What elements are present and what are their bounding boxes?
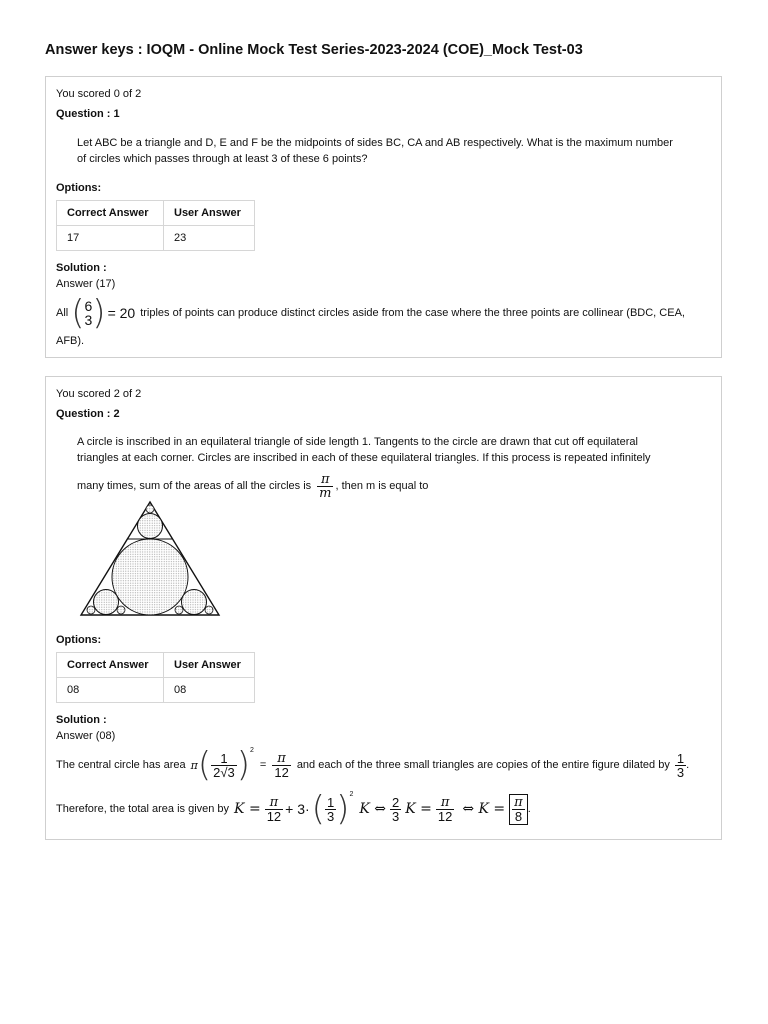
- solution-rest: triples of points can produce distinct circles aside from the case where the three points are collinear (BDC, CEA,: [140, 307, 685, 319]
- solution-label: Solution :: [56, 262, 107, 274]
- fraction-denominator: 3: [676, 764, 685, 780]
- math-k-equals: K =: [234, 801, 261, 817]
- fraction-numerator: 1: [326, 794, 335, 810]
- fraction-denominator: 3: [391, 808, 400, 824]
- fraction-numerator: 2: [391, 794, 400, 810]
- user-answer-value: 23: [164, 226, 255, 251]
- tiny-circle-top: [146, 505, 154, 513]
- question-text: [77, 135, 717, 167]
- binom-close-paren: ): [92, 293, 106, 333]
- options-label: Options:: [56, 182, 102, 194]
- tiny-circle-left: [87, 606, 95, 614]
- binom-top: 6: [84, 298, 93, 314]
- answer-table: [56, 652, 255, 703]
- fraction-numerator: π: [321, 471, 330, 487]
- top-small-circle: [138, 514, 163, 539]
- close-paren: ): [336, 789, 350, 829]
- user-answer-value: 08: [164, 678, 255, 703]
- fraction-numerator: 1: [220, 750, 228, 766]
- central-circle: [112, 539, 188, 615]
- fraction-denominator: 2√3: [213, 764, 235, 780]
- one-over-two-root-three: [211, 752, 237, 779]
- question-text-part: many times, sum of the areas of all the circles is: [77, 480, 312, 492]
- inscribed-circles-figure: [79, 498, 221, 618]
- plus-three: + 3·: [285, 801, 310, 817]
- correct-answer-value: 17: [57, 226, 164, 251]
- exponent: 2: [250, 747, 254, 754]
- pi-over-m-fraction: [317, 473, 333, 500]
- solution-word: All: [56, 307, 69, 319]
- correct-answer-value: 08: [57, 678, 164, 703]
- question-number: Question : 2: [56, 408, 120, 420]
- binom-open-paren: (: [71, 293, 85, 333]
- question-text: [77, 434, 717, 466]
- fraction-denominator: 12: [274, 764, 289, 780]
- question-card-1: [45, 76, 722, 358]
- period: .: [527, 803, 531, 815]
- question-card-2: [45, 376, 722, 840]
- pi-over-twelve: [436, 796, 454, 823]
- solution-line-1: [56, 745, 689, 785]
- answer-text: Answer (08): [56, 730, 116, 742]
- pi-symbol: π: [190, 758, 198, 772]
- user-answer-header: User Answer: [164, 201, 255, 226]
- one-third-fraction: [325, 796, 336, 823]
- solution-text: Therefore, the total area is given by: [56, 803, 230, 815]
- binom-result: = 20: [107, 305, 136, 321]
- question-text-line: A circle is inscribed in an equilateral triangle of side length 1. Tangents to the circle are drawn that cut off equilateral: [77, 436, 638, 448]
- left-small-circle: [94, 590, 119, 615]
- fraction-numerator: π: [277, 750, 286, 766]
- tiny-circle: [117, 606, 125, 614]
- solution-line-2: AFB).: [56, 335, 85, 347]
- open-paren: (: [197, 745, 212, 785]
- two-thirds-fraction: [390, 796, 401, 823]
- score-text: You scored 0 of 2: [56, 88, 142, 100]
- pi-over-eight: [512, 796, 525, 823]
- pi-over-twelve: [265, 796, 283, 823]
- solution-label: Solution :: [56, 714, 107, 726]
- open-paren: (: [311, 789, 325, 829]
- question-text-line: Let ABC be a triangle and D, E and F be the midpoints of sides BC, CA and AB respectively. What is the maximum number: [77, 137, 673, 149]
- math-k-equals: K =: [405, 801, 432, 817]
- pi-over-twelve: [272, 752, 290, 779]
- fraction-numerator: π: [514, 794, 523, 810]
- one-third-fraction: [675, 752, 686, 779]
- exponent: 2: [349, 791, 354, 798]
- equals-sign: =: [259, 759, 267, 771]
- fraction-numerator: 1: [676, 750, 685, 766]
- right-small-circle: [182, 590, 207, 615]
- tiny-circle: [175, 606, 183, 614]
- fraction-denominator: 3: [326, 808, 335, 824]
- tiny-circle-right: [205, 606, 213, 614]
- solution-line-2: [56, 789, 531, 829]
- correct-answer-header: Correct Answer: [57, 201, 164, 226]
- binomial: [85, 299, 93, 327]
- fraction-denominator: 12: [437, 808, 453, 824]
- correct-answer-header: Correct Answer: [57, 653, 164, 678]
- math-k-iff: K ⇔: [359, 801, 386, 817]
- close-paren: ): [236, 745, 250, 785]
- fraction-denominator: m: [319, 485, 332, 501]
- fraction-denominator: 8: [512, 809, 525, 823]
- answer-table: [56, 200, 255, 251]
- solution-text: and each of the three small triangles are copies of the entire figure dilated by: [296, 759, 670, 771]
- solution-text: The central circle has area: [56, 759, 186, 771]
- final-answer-box: [509, 794, 528, 825]
- score-text: You scored 2 of 2: [56, 388, 142, 400]
- solution-text: [56, 291, 685, 335]
- binom-bottom: 3: [84, 312, 93, 328]
- fraction-numerator: π: [269, 794, 279, 810]
- question-number: Question : 1: [56, 108, 120, 120]
- options-label: Options:: [56, 634, 102, 646]
- page-title: Answer keys : IOQM - Online Mock Test Series-2023-2024 (COE)_Mock Test-03: [45, 42, 583, 58]
- period: .: [686, 759, 690, 771]
- question-text-line: triangles at each corner. Circles are inscribed in each of these equilateral triangles. If this process is repeated infinitely: [77, 452, 651, 464]
- math-implies-k: ⇔ K =: [462, 801, 506, 817]
- question-text-line: of circles which passes through at least 3 of these 6 points?: [77, 153, 368, 165]
- fraction-denominator: 12: [266, 808, 282, 824]
- question-text-part: , then m is equal to: [335, 480, 429, 492]
- answer-text: Answer (17): [56, 278, 116, 290]
- fraction-numerator: π: [440, 794, 450, 810]
- user-answer-header: User Answer: [164, 653, 255, 678]
